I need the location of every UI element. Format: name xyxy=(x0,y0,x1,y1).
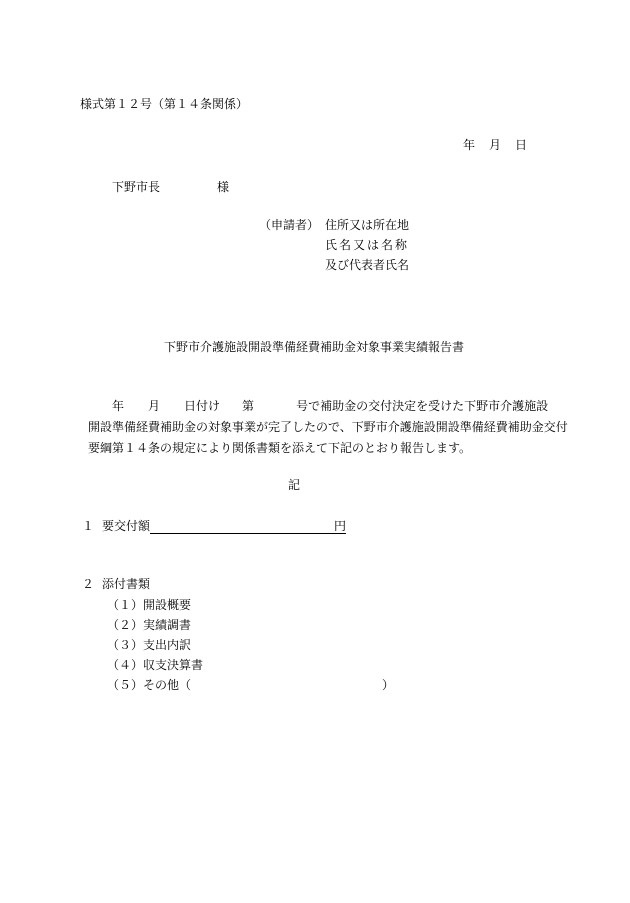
body-year: 年 xyxy=(112,399,125,413)
item2-number: ２ xyxy=(82,577,95,591)
applicant-address-label: 住所又は所在地 xyxy=(325,218,410,232)
item1-label xyxy=(102,519,346,534)
body-line-1 xyxy=(88,396,558,417)
body-line1-rest: 号で補助金の交付決定を受けた下野市介護施設 xyxy=(296,399,549,413)
addressee-name: 下野市長 xyxy=(112,180,161,194)
applicant-name-label: 氏名又は名称 xyxy=(325,238,410,252)
item1-number: １ xyxy=(82,519,95,533)
attachment-item-3: （３）支出内訳 xyxy=(107,638,192,652)
attachment-item-4: （４）収支決算書 xyxy=(107,658,204,672)
applicant-role: （申請者） xyxy=(259,218,320,232)
item1-unit: 円 xyxy=(334,519,347,533)
ki-marker: 記 xyxy=(288,478,301,492)
body-line-3: 要綱第１４条の規定により関係書類を添えて下記のとおり報告します。 xyxy=(88,441,472,455)
attachment-item-5-close: ） xyxy=(382,678,395,692)
attachment-item-1: （１）開設概要 xyxy=(107,598,192,612)
attachment-item-5: （５）その他（ xyxy=(107,678,192,692)
addressee-honorific: 様 xyxy=(217,180,230,194)
item2-label: 添付書類 xyxy=(102,577,151,591)
applicant-representative-label: 及び代表者氏名 xyxy=(325,258,410,272)
body-day-dated: 日付け xyxy=(184,399,221,413)
amount-blank xyxy=(150,521,334,534)
form-number: 様式第１２号（第１４条関係） xyxy=(80,97,249,111)
body-dai: 第 xyxy=(242,399,255,413)
body-month: 月 xyxy=(148,399,161,413)
date-line: 年 月 日 xyxy=(463,138,529,152)
document-title: 下野市介護施設開設準備経費補助金対象事業実績報告書 xyxy=(164,340,465,354)
item1-label-text: 要交付額 xyxy=(102,519,151,533)
body-line-2: 開設準備経費補助金の対象事業が完了したので、下野市介護施設開設準備経費補助金交付 xyxy=(88,420,568,434)
attachment-item-2: （２）実績調書 xyxy=(107,618,192,632)
